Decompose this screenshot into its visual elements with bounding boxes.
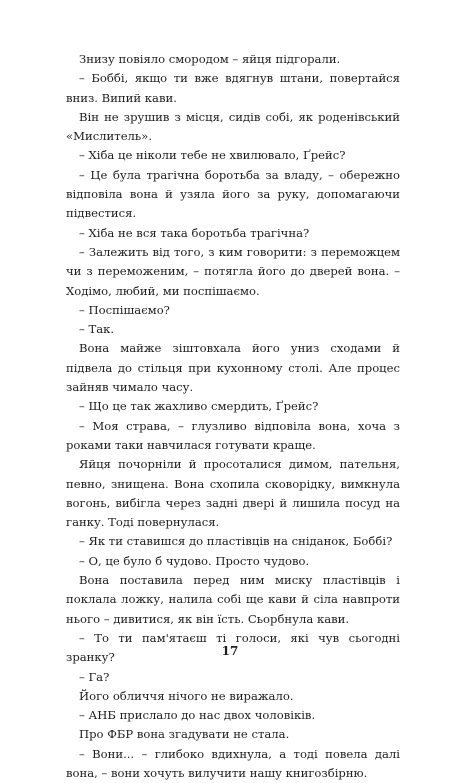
paragraph: Його обличчя нічого не виражало. xyxy=(79,688,294,703)
paragraph: – Вони... – глибоко вдихнула, а тоді повела далі вона, – вони хочуть вилучити нашу книгозбірню. xyxy=(66,746,400,780)
paragraph: – Так. xyxy=(79,322,115,337)
page-number: 17 xyxy=(221,644,239,658)
paragraph: Він не зрушив з місця, сидів собі, як роденівський «Мислитель». xyxy=(66,109,400,144)
paragraph: Вона поставила перед ним миску пластівців і поклала ложку, налила собі ще кави й сіла навпроти нього – дивитися, як він їсть. Сьорбнула кави. xyxy=(66,573,400,626)
paragraph: – Це була трагічна боротьба за владу, – обережно відповіла вона й узяла його за руку, допомагаючи підвестися. xyxy=(66,167,400,221)
paragraph: – Що це так жахливо смердить, Ґрейс? xyxy=(79,399,319,414)
paragraph: – Га? xyxy=(79,669,110,684)
paragraph: – То ти пам'ятаєш ті голоси, які чув сьогодні зранку? xyxy=(66,630,400,665)
paragraph: – Як ти ставишся до пластівців на сніданок, Боббі? xyxy=(79,534,393,549)
paragraph: Про ФБР вона згадувати не стала. xyxy=(79,727,290,742)
paragraph: – Хіба не вся така боротьба трагічна? xyxy=(79,225,310,240)
paragraph: – Моя страва, – глузливо відповіла вона, хоча з роками таки навчилася готувати краще. xyxy=(66,418,400,452)
paragraph: – АНБ прислало до нас двох чоловіків. xyxy=(79,708,316,723)
paragraph: – О, це було б чудово. Просто чудово. xyxy=(79,553,310,568)
paragraph: – Боббі, якщо ти вже вдягнув штани, повертайся вниз. Випий кави. xyxy=(66,71,400,105)
paragraph: Вона майже зіштовхала його униз сходами й підвела до стільця при кухонному столі. Але процес зайняв чимало часу. xyxy=(66,341,400,395)
paragraph: – Залежить від того, з ким говорити: з переможцем чи з переможеним, – потягла його до дверей вона. – Ходімо, любий, ми поспішаємо. xyxy=(66,244,400,298)
body-text xyxy=(66,50,400,783)
paragraph: Знизу повіяло смородом – яйця підгорали. xyxy=(79,52,341,66)
paragraph: Яйця почорніли й просоталися димом, пательня, певно, знищена. Вона схопила сковорідку, вимкнула вогонь, вибігла через задні двері й лишила посуд на ганку. Тоді повернулася. xyxy=(66,457,400,530)
paragraph: – Хіба це ніколи тебе не хвилювало, Ґрейс? xyxy=(79,148,346,163)
paragraph: – Поспішаємо? xyxy=(79,302,170,317)
